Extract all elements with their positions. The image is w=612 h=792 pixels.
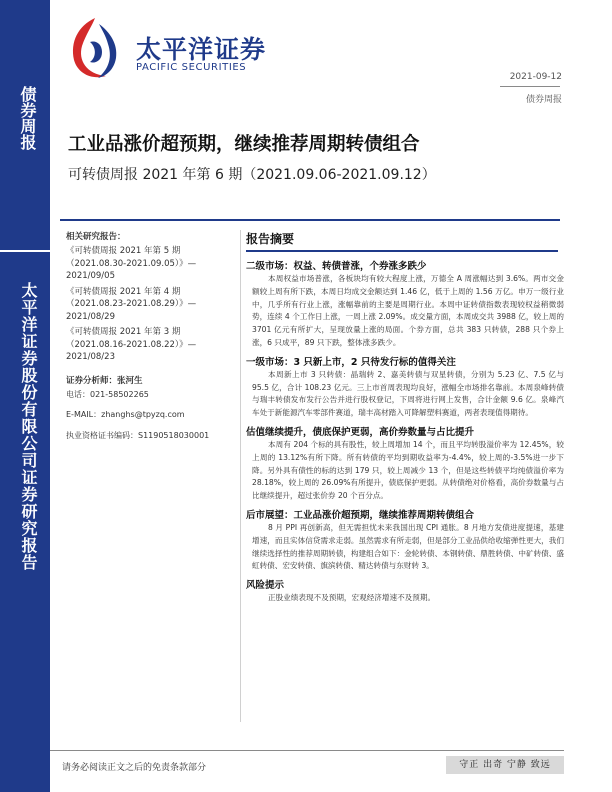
sidebar-category: 债券周报 bbox=[18, 86, 37, 150]
related-heading: 相关研究报告： bbox=[66, 232, 126, 242]
sidebar-org: 太平洋证券股份有限公司证券研究报告 bbox=[19, 282, 38, 571]
left-column bbox=[66, 230, 236, 450]
brand-logo bbox=[66, 16, 266, 86]
sidebar-divider bbox=[0, 250, 50, 252]
report-subtitle: 可转债周报 2021 年第 6 期（2021.09.06-2021.09.12） bbox=[68, 167, 436, 183]
report-type: 债券周报 bbox=[525, 95, 562, 105]
summary-title: 报告摘要 bbox=[246, 232, 295, 246]
brand-name-cn: 太平洋证券 bbox=[136, 35, 267, 64]
section-body: 8 月 PPI 再创新高，但无需担忧未来我国出现 CPI 通胀。8 月地方发债进度提速，基建增速，而且实体信贷需求走弱。虽然需求有所走弱，但是部分工业品供给收缩弹性更大，我们继续选择性的推荐周期转债，构建组合如下：金轮转债、本钢转债、鼎胜转债、中矿转债、盛虹转债、宏安转债、旗滨转债、精达转债与东财转 3。 bbox=[252, 522, 564, 571]
footer-divider bbox=[50, 750, 564, 751]
analyst-heading: 证券分析师：张河生 bbox=[66, 375, 143, 386]
report-date: 2021-09-12 bbox=[509, 72, 562, 82]
header-divider bbox=[500, 86, 560, 87]
analyst-email[interactable]: E-MAIL：zhanghs@tpyzq.com bbox=[66, 410, 185, 419]
section-body: 本周权益市场普涨，各板块均有较大程度上涨，万德全 A 周涨幅达到 3.6%。两市交金额较上周有所下跌，本周日均成交金额达到 1.46 亿，低于上周的 1.56 万亿。申万一级行业中，几乎所有行业上涨，涨幅靠前的主要是周期行业。本周中证转债指数表现较权益稍微弱势，连续 4 个工作日上涨，一周上涨 2.09%。成交量方面，本周成交共 3988 亿，较上周的 3701 亿元有所扩大，呈现放量上涨的局面。个券方面，总共 383 只转债，288 只个券上涨，6 只成平，89 只下跌，整体涨多跌少。 bbox=[252, 274, 564, 347]
related-item[interactable]: 《可转债周报 2021 年第 4 期（2021.08.23-2021.08.29）》—2021/08/29 bbox=[66, 286, 197, 322]
section-heading: 一级市场：3 只新上市，2 只待发行标的值得关注 bbox=[246, 356, 456, 368]
pacific-logo-icon bbox=[66, 16, 124, 82]
analyst-license: 执业资格证书编码：S1190518030001 bbox=[66, 430, 210, 440]
section-heading: 风险提示 bbox=[246, 580, 285, 592]
analyst-phone: 电话：021-58502265 bbox=[66, 389, 149, 399]
summary-column bbox=[246, 230, 564, 605]
column-divider bbox=[240, 230, 241, 722]
section-heading: 二级市场：权益、转债普涨，个券涨多跌少 bbox=[246, 261, 427, 272]
summary-divider bbox=[246, 250, 558, 252]
footer-disclaimer: 请务必阅读正文之后的免责条款部分 bbox=[62, 763, 207, 773]
section-body: 正股业绩表现不及预期，宏观经济增速不及预期。 bbox=[268, 593, 436, 603]
related-item[interactable]: 《可转债周报 2021 年第 3 期（2021.08.16-2021.08.22）》—2021/08/23 bbox=[66, 327, 197, 362]
title-divider bbox=[60, 219, 560, 221]
section-heading: 后市展望：工业品涨价超预期，继续推荐周期转债组合 bbox=[246, 509, 475, 521]
related-item[interactable]: 《可转债周报 2021 年第 5 期（2021.08.30-2021.09.05）》—2021/09/05 bbox=[66, 246, 197, 281]
report-title: 工业品涨价超预期，继续推荐周期转债组合 bbox=[68, 134, 420, 155]
section-body: 本周有 204 个标的具有股性，较上周增加 14 个，而且平均转股溢价率为 12.45%，较上周的 13.12%有所下降。所有转债的平均到期收益率为-4.4%，较上周的-3.5%进一步下降。另外具有债性的标的达到 179 只，较上周减少 13 个，但是这些转债平均纯债溢价率为 28.18%，较上周的 26.09%有所提升，债底保护更弱。从转债绝对价格看，高价券数量与占比继续提升，超过张价券 20 个百分点。 bbox=[252, 439, 564, 501]
brand-name-en: PACIFIC SECURITIES bbox=[136, 62, 247, 73]
sidebar bbox=[0, 0, 50, 792]
footer-motto: 守正 出奇 宁静 致远 bbox=[446, 756, 564, 774]
section-body: 本周新上市 3 只转债：晶瑞转 2、嘉美转债与双星转债，分别为 5.23 亿、7.5 亿与 95.5 亿，合计 108.23 亿元。三上市首周表现均良好，涨幅全市场排名靠前。本周泉峰转债与瑞丰转债发布发行公告并进行股权登记，下周将进行网上发售，合计金额 9.6 亿。泉峰汽车处于新能源汽车零部件赛道，瑞丰高材踏入可降解塑料赛道，两者表现值得期待。 bbox=[252, 369, 564, 418]
section-heading: 估值继续提升，债底保护更弱，高价券数量与占比提升 bbox=[246, 426, 475, 438]
